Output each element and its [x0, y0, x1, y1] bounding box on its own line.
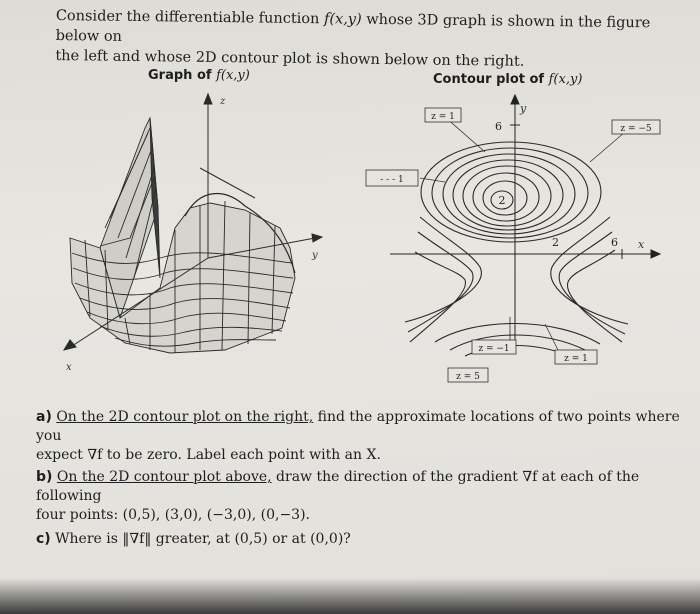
y-axis-arrow: [312, 234, 322, 242]
question-c-lead: c): [36, 531, 51, 547]
question-b-lead: b): [36, 469, 53, 485]
axis-label-y-3d: y: [312, 250, 318, 261]
question-a-line-2: expect ∇f to be zero. Label each point with an X.: [36, 447, 381, 463]
level-label-top-left: z = 1: [431, 112, 455, 122]
contour-center-label: 2: [498, 194, 506, 207]
level-box-top-left: [425, 108, 461, 122]
contour-title-text: Contour plot of: [433, 72, 549, 87]
intro-line-2: the left and whose 2D contour plot is shown below on the right.: [55, 47, 525, 70]
surface-plot: [50, 88, 340, 388]
contour-axis-label-x: x: [638, 238, 645, 251]
intro-text-b: whose 3D graph is shown in the figure below on: [55, 11, 651, 45]
level-box-bottom-right: [555, 350, 597, 364]
contour-lines-center: [421, 142, 601, 242]
question-b-line-1: [36, 468, 686, 506]
level-box-bottom-center: [448, 368, 488, 382]
question-b-line-2: four points: (0,5), (3,0), (−3,0), (0,−3).: [36, 507, 310, 523]
intro-function: f(x,y): [323, 11, 362, 28]
level-label-top-right: z = −5: [620, 124, 652, 134]
graph-title-function: f(x,y): [216, 68, 250, 83]
question-a-rest: find the approximate locations of two points where you: [36, 409, 680, 444]
graph-title-text: Graph of: [148, 68, 217, 83]
level-box-top-right: [612, 120, 660, 134]
contour-tick-label-y: 6: [495, 120, 502, 133]
question-b-underlined: On the 2D contour plot above,: [56, 469, 272, 485]
question-b-rest: draw the direction of the gradient ∇f at each of the following: [36, 469, 640, 504]
question-a-lead: a): [36, 409, 52, 425]
problem-intro: [55, 6, 676, 74]
level-label-bottom-mid: z = −1: [478, 344, 510, 354]
contour-mid-label: 2: [552, 236, 559, 249]
level-box-bottom-mid: [472, 340, 516, 354]
graph-title: [148, 68, 250, 83]
contour-x-axis-arrow: [651, 250, 660, 258]
question-a-underlined: On the 2D contour plot on the right,: [56, 409, 314, 425]
contour-title-function: f(x,y): [548, 72, 583, 87]
question-a-line-1: [36, 408, 686, 446]
level-box-left: [366, 170, 418, 186]
contour-axis-label-y: y: [520, 102, 527, 115]
surface-mesh: [70, 118, 295, 353]
level-label-bottom-right: z = 1: [564, 354, 588, 364]
contour-y-axis-arrow: [511, 95, 519, 104]
x-axis-arrow: [64, 340, 76, 350]
contour-leader-lines: [420, 117, 625, 354]
contour-title: [433, 72, 582, 87]
photo-bottom-shadow: [0, 578, 700, 614]
contour-tick-label-x: 6: [611, 236, 618, 249]
z-axis-arrow: [204, 94, 212, 104]
intro-text-a: Consider the differentiable function: [55, 7, 325, 28]
question-a: [36, 408, 686, 465]
question-c-text: Where is ‖∇f‖ greater, at (0,5) or at (0,0)?: [50, 531, 351, 547]
level-label-bottom-center: z = 5: [456, 372, 480, 382]
axis-label-x-3d: x: [66, 362, 72, 373]
level-label-left: - - - 1: [380, 175, 404, 185]
contour-plot: [360, 92, 680, 392]
axis-label-z: z: [220, 96, 226, 107]
question-b: [36, 468, 686, 525]
question-c: [36, 530, 686, 549]
